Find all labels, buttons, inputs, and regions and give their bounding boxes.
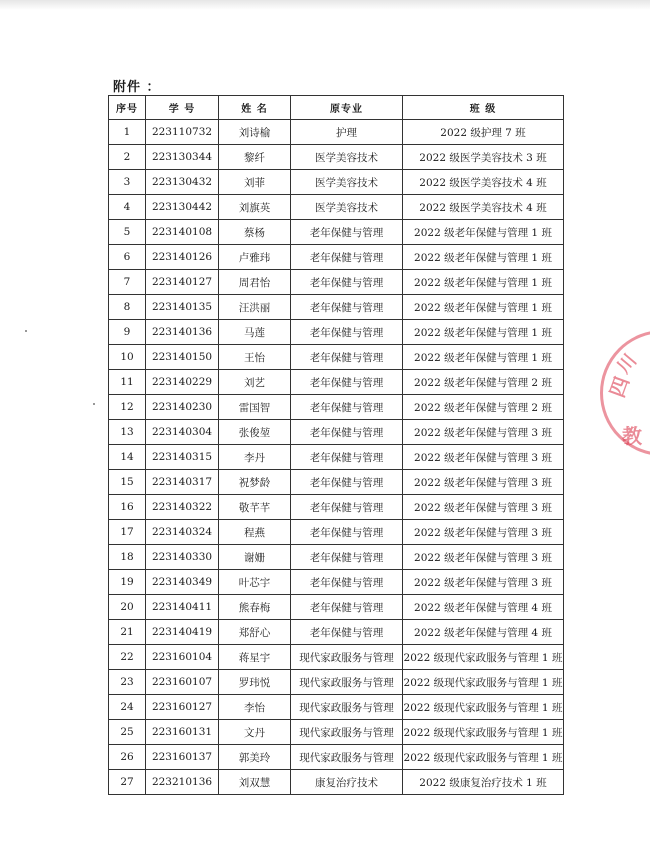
cell-student-id: 223140330 — [146, 545, 219, 570]
cell-original-major: 老年保健与管理 — [291, 470, 403, 495]
table-row — [109, 570, 564, 595]
cell-student-id: 223140304 — [146, 420, 219, 445]
table-row — [109, 470, 564, 495]
cell-original-major: 老年保健与管理 — [291, 370, 403, 395]
cell-name: 李怡 — [219, 695, 291, 720]
cell-class: 2022 级老年保健与管理 1 班 — [403, 220, 564, 245]
cell-seq: 1 — [109, 120, 146, 145]
table-row — [109, 720, 564, 745]
cell-student-id: 223130442 — [146, 195, 219, 220]
cell-original-major: 康复治疗技术 — [291, 770, 403, 795]
cell-class: 2022 级老年保健与管理 1 班 — [403, 320, 564, 345]
cell-class: 2022 级护理 7 班 — [403, 120, 564, 145]
cell-student-id: 223140136 — [146, 320, 219, 345]
table-row — [109, 645, 564, 670]
cell-name: 熊春梅 — [219, 595, 291, 620]
table-row — [109, 245, 564, 270]
cell-seq: 20 — [109, 595, 146, 620]
cell-class: 2022 级老年保健与管理 4 班 — [403, 595, 564, 620]
cell-original-major: 老年保健与管理 — [291, 245, 403, 270]
cell-original-major: 老年保健与管理 — [291, 570, 403, 595]
cell-student-id: 223140108 — [146, 220, 219, 245]
cell-student-id: 223140127 — [146, 270, 219, 295]
cell-original-major: 老年保健与管理 — [291, 270, 403, 295]
cell-student-id: 223140349 — [146, 570, 219, 595]
cell-student-id: 223130432 — [146, 170, 219, 195]
cell-seq: 10 — [109, 345, 146, 370]
cell-name: 李丹 — [219, 445, 291, 470]
cell-class: 2022 级老年保健与管理 1 班 — [403, 295, 564, 320]
cell-seq: 27 — [109, 770, 146, 795]
cell-name: 刘旗英 — [219, 195, 291, 220]
table-row — [109, 345, 564, 370]
header-class: 班 级 — [403, 96, 564, 120]
cell-student-id: 223130344 — [146, 145, 219, 170]
cell-original-major: 现代家政服务与管理 — [291, 645, 403, 670]
cell-seq: 19 — [109, 570, 146, 595]
cell-class: 2022 级现代家政服务与管理 1 班 — [403, 645, 564, 670]
cell-student-id: 223140229 — [146, 370, 219, 395]
cell-original-major: 老年保健与管理 — [291, 420, 403, 445]
cell-original-major: 医学美容技术 — [291, 195, 403, 220]
cell-class: 2022 级医学美容技术 4 班 — [403, 170, 564, 195]
cell-student-id: 223160104 — [146, 645, 219, 670]
cell-seq: 9 — [109, 320, 146, 345]
cell-original-major: 护理 — [291, 120, 403, 145]
cell-class: 2022 级老年保健与管理 2 班 — [403, 370, 564, 395]
cell-name: 叶芯宇 — [219, 570, 291, 595]
cell-class: 2022 级老年保健与管理 3 班 — [403, 445, 564, 470]
student-roster-table — [108, 95, 564, 795]
cell-original-major: 老年保健与管理 — [291, 220, 403, 245]
cell-seq: 22 — [109, 645, 146, 670]
cell-seq: 5 — [109, 220, 146, 245]
cell-name: 敬芊芊 — [219, 495, 291, 520]
cell-name: 罗玮悦 — [219, 670, 291, 695]
cell-name: 谢姗 — [219, 545, 291, 570]
cell-student-id: 223140135 — [146, 295, 219, 320]
attachment-label: 附件 ： — [113, 80, 161, 95]
cell-student-id: 223160131 — [146, 720, 219, 745]
cell-original-major: 老年保健与管理 — [291, 545, 403, 570]
cell-seq: 17 — [109, 520, 146, 545]
cell-student-id: 223140230 — [146, 395, 219, 420]
cell-class: 2022 级医学美容技术 4 班 — [403, 195, 564, 220]
cell-seq: 15 — [109, 470, 146, 495]
table-row — [109, 270, 564, 295]
table-row — [109, 745, 564, 770]
cell-seq: 18 — [109, 545, 146, 570]
cell-seq: 21 — [109, 620, 146, 645]
cell-student-id: 223140419 — [146, 620, 219, 645]
cell-student-id: 223140324 — [146, 520, 219, 545]
cell-seq: 7 — [109, 270, 146, 295]
cell-class: 2022 级老年保健与管理 1 班 — [403, 245, 564, 270]
cell-class: 2022 级老年保健与管理 1 班 — [403, 345, 564, 370]
cell-student-id: 223210136 — [146, 770, 219, 795]
header-student-id: 学 号 — [146, 96, 219, 120]
table-row — [109, 595, 564, 620]
cell-student-id: 223140322 — [146, 495, 219, 520]
cell-class: 2022 级老年保健与管理 3 班 — [403, 520, 564, 545]
seal-char: 川 — [613, 350, 641, 378]
table-row — [109, 695, 564, 720]
table-row — [109, 220, 564, 245]
cell-class: 2022 级老年保健与管理 3 班 — [403, 545, 564, 570]
table-row — [109, 670, 564, 695]
table-row — [109, 195, 564, 220]
cell-original-major: 老年保健与管理 — [291, 520, 403, 545]
cell-name: 马莲 — [219, 320, 291, 345]
cell-seq: 13 — [109, 420, 146, 445]
cell-class: 2022 级老年保健与管理 4 班 — [403, 620, 564, 645]
cell-original-major: 现代家政服务与管理 — [291, 745, 403, 770]
table-header-row — [109, 96, 564, 120]
cell-seq: 3 — [109, 170, 146, 195]
table-row — [109, 770, 564, 795]
cell-original-major: 老年保健与管理 — [291, 320, 403, 345]
table-row — [109, 420, 564, 445]
table-row — [109, 120, 564, 145]
header-seq: 序号 — [109, 96, 146, 120]
cell-original-major: 老年保健与管理 — [291, 495, 403, 520]
cell-seq: 11 — [109, 370, 146, 395]
cell-seq: 14 — [109, 445, 146, 470]
table-row — [109, 320, 564, 345]
cell-name: 黎纤 — [219, 145, 291, 170]
cell-name: 文丹 — [219, 720, 291, 745]
table-row — [109, 145, 564, 170]
table-row — [109, 295, 564, 320]
cell-original-major: 老年保健与管理 — [291, 395, 403, 420]
cell-class: 2022 级康复治疗技术 1 班 — [403, 770, 564, 795]
cell-original-major: 老年保健与管理 — [291, 620, 403, 645]
cell-student-id: 223140150 — [146, 345, 219, 370]
cell-name: 祝梦龄 — [219, 470, 291, 495]
cell-class: 2022 级现代家政服务与管理 1 班 — [403, 695, 564, 720]
cell-original-major: 现代家政服务与管理 — [291, 720, 403, 745]
cell-name: 王怡 — [219, 345, 291, 370]
cell-seq: 24 — [109, 695, 146, 720]
cell-original-major: 老年保健与管理 — [291, 345, 403, 370]
cell-seq: 6 — [109, 245, 146, 270]
cell-student-id: 223140315 — [146, 445, 219, 470]
cell-name: 周君怡 — [219, 270, 291, 295]
cell-student-id: 223140126 — [146, 245, 219, 270]
cell-seq: 4 — [109, 195, 146, 220]
cell-name: 程燕 — [219, 520, 291, 545]
cell-name: 郭美玲 — [219, 745, 291, 770]
cell-original-major: 医学美容技术 — [291, 145, 403, 170]
cell-class: 2022 级老年保健与管理 2 班 — [403, 395, 564, 420]
cell-name: 郑舒心 — [219, 620, 291, 645]
scan-speck — [25, 330, 27, 332]
cell-original-major: 现代家政服务与管理 — [291, 695, 403, 720]
cell-class: 2022 级老年保健与管理 3 班 — [403, 495, 564, 520]
cell-student-id: 223160107 — [146, 670, 219, 695]
table-row — [109, 395, 564, 420]
cell-seq: 25 — [109, 720, 146, 745]
cell-name: 汪洪丽 — [219, 295, 291, 320]
table-row — [109, 170, 564, 195]
table-row — [109, 545, 564, 570]
cell-original-major: 医学美容技术 — [291, 170, 403, 195]
cell-original-major: 老年保健与管理 — [291, 295, 403, 320]
header-original-major: 原专业 — [291, 96, 403, 120]
cell-name: 张俊堃 — [219, 420, 291, 445]
cell-seq: 8 — [109, 295, 146, 320]
cell-class: 2022 级现代家政服务与管理 1 班 — [403, 670, 564, 695]
cell-class: 2022 级现代家政服务与管理 1 班 — [403, 720, 564, 745]
cell-seq: 16 — [109, 495, 146, 520]
cell-original-major: 老年保健与管理 — [291, 595, 403, 620]
cell-student-id: 223140317 — [146, 470, 219, 495]
cell-name: 刘诗榆 — [219, 120, 291, 145]
table-row — [109, 445, 564, 470]
cell-name: 卢雅玮 — [219, 245, 291, 270]
table-body — [109, 120, 564, 795]
scan-top-edge — [0, 0, 650, 10]
table-row — [109, 520, 564, 545]
cell-name: 刘艺 — [219, 370, 291, 395]
cell-original-major: 老年保健与管理 — [291, 445, 403, 470]
seal-char: 四 — [604, 373, 635, 401]
cell-class: 2022 级老年保健与管理 3 班 — [403, 570, 564, 595]
cell-name: 蔡杨 — [219, 220, 291, 245]
cell-name: 刘菲 — [219, 170, 291, 195]
table-row — [109, 495, 564, 520]
cell-original-major: 现代家政服务与管理 — [291, 670, 403, 695]
cell-seq: 2 — [109, 145, 146, 170]
cell-student-id: 223160127 — [146, 695, 219, 720]
cell-student-id: 223140411 — [146, 595, 219, 620]
cell-name: 蒋星宇 — [219, 645, 291, 670]
table-row — [109, 370, 564, 395]
cell-seq: 26 — [109, 745, 146, 770]
scan-speck — [93, 403, 95, 405]
cell-student-id: 223110732 — [146, 120, 219, 145]
cell-class: 2022 级老年保健与管理 3 班 — [403, 420, 564, 445]
cell-seq: 23 — [109, 670, 146, 695]
cell-name: 雷国智 — [219, 395, 291, 420]
header-name: 姓 名 — [219, 96, 291, 120]
cell-class: 2022 级老年保健与管理 1 班 — [403, 270, 564, 295]
table-row — [109, 620, 564, 645]
cell-class: 2022 级医学美容技术 3 班 — [403, 145, 564, 170]
cell-name: 刘双慧 — [219, 770, 291, 795]
cell-seq: 12 — [109, 395, 146, 420]
cell-student-id: 223160137 — [146, 745, 219, 770]
cell-class: 2022 级现代家政服务与管理 1 班 — [403, 745, 564, 770]
seal-char: 教 — [622, 424, 642, 448]
cell-class: 2022 级老年保健与管理 3 班 — [403, 470, 564, 495]
